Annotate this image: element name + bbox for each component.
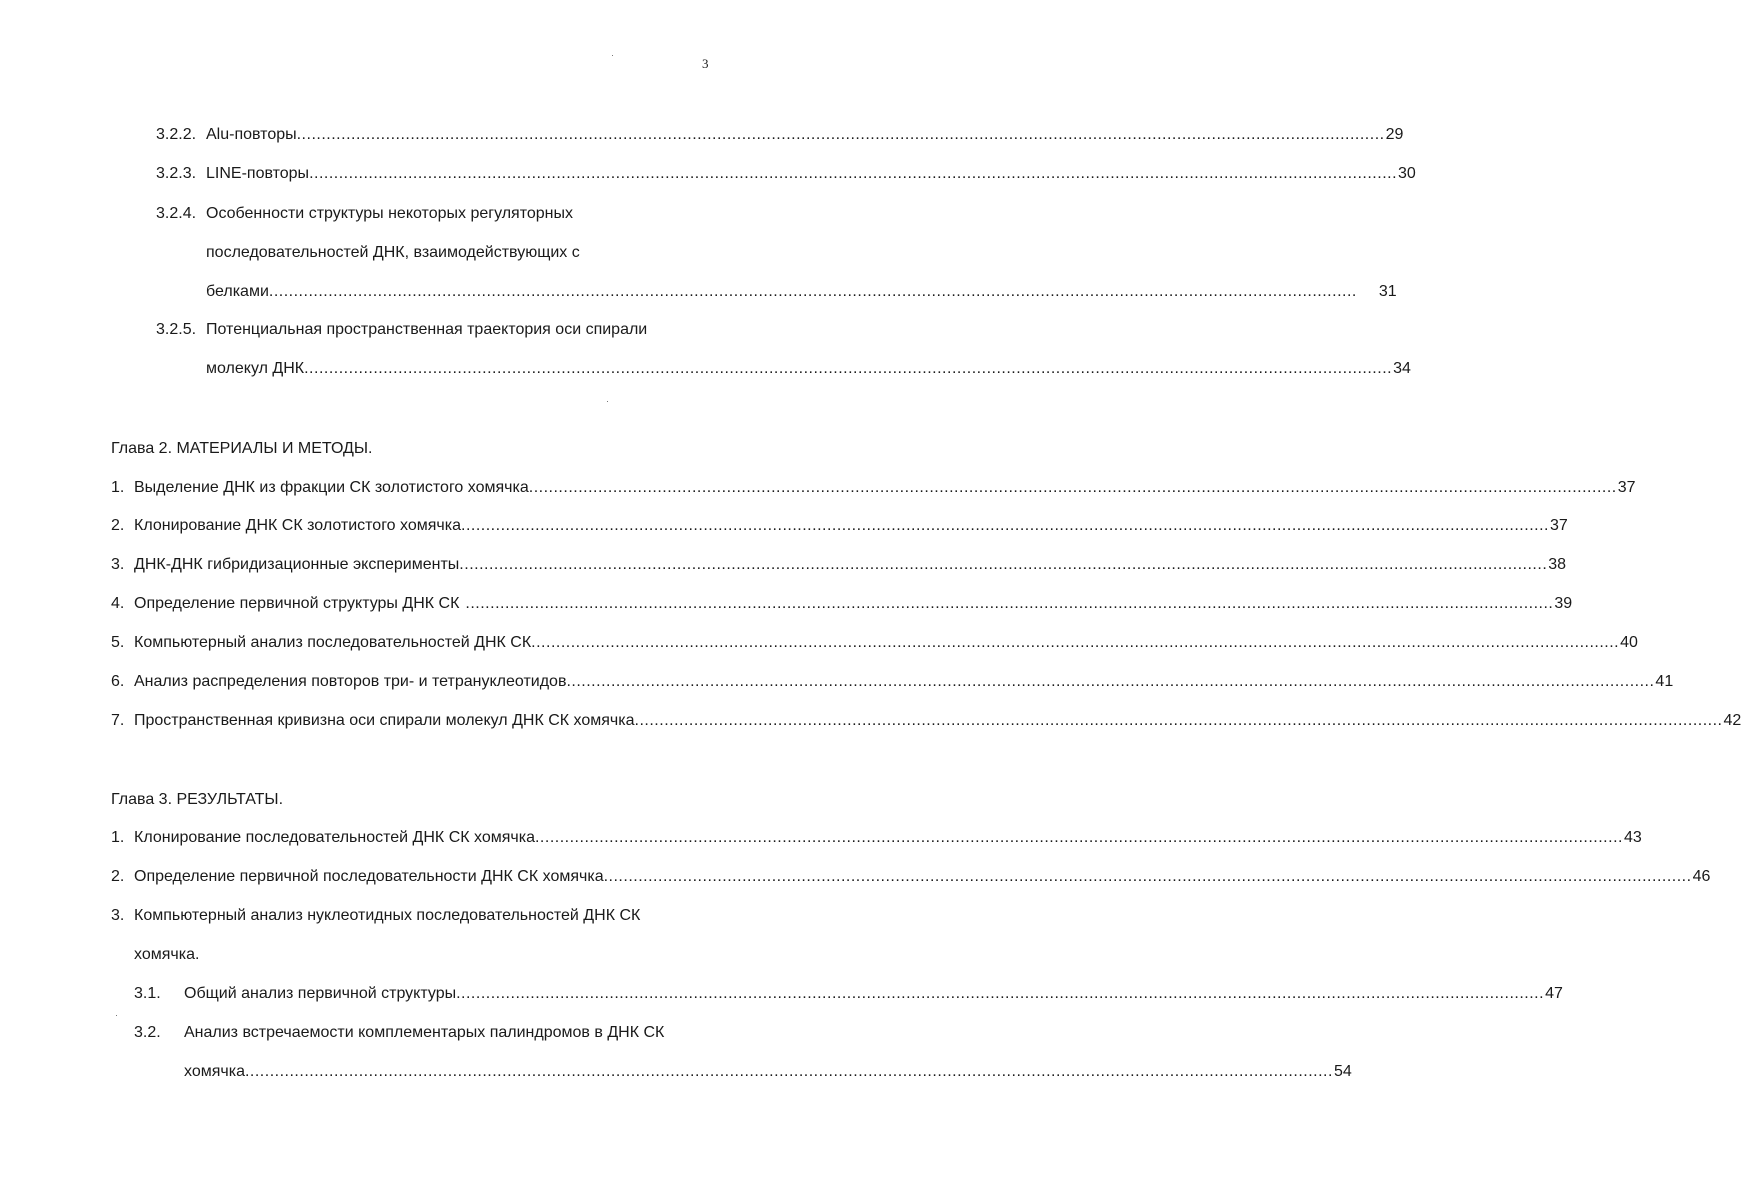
toc-entry-title: Клонирование ДНК СК золотистого хомячка bbox=[134, 517, 461, 534]
toc-entry-continuation bbox=[134, 945, 434, 965]
toc-entry-continuation bbox=[184, 1062, 1352, 1082]
dot-leader: ............................................................................................................................................................................................................................ bbox=[461, 517, 1549, 534]
toc-entry-title: Выделение ДНК из фракции СК золотистого хомячка bbox=[134, 479, 529, 496]
toc-entry bbox=[111, 478, 1636, 498]
toc-entry-page: 29 bbox=[1385, 126, 1404, 143]
dot-leader: ............................................................................................................................................................................................................................ bbox=[296, 126, 1385, 143]
toc-entry-number: 1. bbox=[111, 829, 125, 846]
page-number: 3 bbox=[702, 56, 709, 71]
toc-entry-page: 37 bbox=[1617, 479, 1636, 496]
toc-entry-number: 1. bbox=[111, 479, 125, 496]
toc-entry-title: LINE-повторы bbox=[206, 165, 310, 182]
dot-leader: ............................................................................................................................................................................................................................ bbox=[456, 985, 1545, 1002]
toc-entry-page: 47 bbox=[1545, 985, 1563, 1002]
toc-entry-continuation bbox=[206, 359, 1411, 379]
dot-leader: ............................................................................................................................................................................................................................ bbox=[268, 283, 1357, 300]
toc-entry-title: Общий анализ первичной структуры bbox=[184, 985, 457, 1002]
toc-entry bbox=[111, 555, 1567, 575]
toc-entry bbox=[111, 672, 1674, 692]
toc-entry-page: 41 bbox=[1655, 673, 1674, 690]
toc-entry-page: 40 bbox=[1620, 634, 1638, 651]
toc-entry-title: Определение первичной последовательности ДНК СК хомячка bbox=[134, 868, 604, 885]
toc-entry-title: Alu-повторы bbox=[206, 126, 297, 143]
toc-entry-title-line: хомячка bbox=[184, 1063, 245, 1080]
toc-entry-title-line: хомячка. bbox=[134, 946, 200, 963]
toc-entry-number: 7. bbox=[111, 712, 125, 729]
dot-leader: ............................................................................................................................................................................................................................ bbox=[534, 829, 1623, 846]
toc-entry-number: 3. bbox=[111, 907, 125, 924]
toc-entry-page: 54 bbox=[1333, 1063, 1352, 1080]
toc-entry bbox=[156, 204, 694, 224]
toc-entry-page: 31 bbox=[1378, 283, 1397, 300]
scan-speck bbox=[612, 55, 613, 56]
toc-entry-page: 43 bbox=[1623, 829, 1642, 846]
toc-entry-title-line: Особенности структуры некоторых регуляторных bbox=[206, 205, 573, 222]
toc-entry bbox=[111, 828, 1642, 848]
toc-entry-number: 4. bbox=[111, 595, 125, 612]
toc-entry bbox=[111, 516, 1568, 536]
toc-entry bbox=[111, 633, 1638, 653]
toc-entry-number: 3.2.4. bbox=[156, 205, 197, 222]
toc-entry-page: 38 bbox=[1548, 556, 1567, 573]
toc-entry bbox=[156, 164, 1416, 184]
toc-entry-number: 2. bbox=[111, 868, 125, 885]
toc-entry-title-line: Анализ встречаемости комплементарых палиндромов в ДНК СК bbox=[184, 1024, 665, 1041]
toc-entry-title: ДНК-ДНК гибридизационные эксперименты bbox=[134, 556, 460, 573]
dot-leader: ............................................................................................................................................................................................................................ bbox=[531, 634, 1620, 651]
toc-entry-title: Определение первичной структуры ДНК СК bbox=[134, 595, 460, 612]
scan-speck bbox=[116, 1015, 117, 1016]
scan-speck bbox=[607, 401, 608, 402]
dot-leader: ............................................................................................................................................................................................................................ bbox=[603, 868, 1692, 885]
toc-entry-title: Компьютерный анализ последовательностей ДНК СК bbox=[134, 634, 532, 651]
toc-entry-title-line: молекул ДНК bbox=[206, 360, 305, 377]
toc-entry-number: 3. bbox=[111, 556, 125, 573]
toc-subentry bbox=[134, 984, 1563, 1004]
dot-leader: ............................................................................................................................................................................................................................ bbox=[634, 712, 1723, 729]
toc-entry-continuation bbox=[206, 243, 694, 263]
toc-entry-number: 6. bbox=[111, 673, 125, 690]
dot-leader: ............................................................................................................................................................................................................................ bbox=[304, 360, 1393, 377]
toc-entry-number: 3.2.3. bbox=[156, 165, 197, 182]
toc-entry bbox=[156, 320, 694, 340]
chapter-2-heading: Глава 2. МАТЕРИАЛЫ И МЕТОДЫ. bbox=[111, 440, 373, 457]
toc-entry-number: 3.2.5. bbox=[156, 321, 197, 338]
toc-entry-title-line: последовательностей ДНК, взаимодействующих с bbox=[206, 244, 580, 261]
dot-leader: ............................................................................................................................................................................................................................ bbox=[465, 595, 1554, 612]
toc-entry-page: 39 bbox=[1554, 595, 1573, 612]
toc-entry-title-line: Потенциальная пространственная траектория оси спирали bbox=[206, 321, 648, 338]
toc-entry-page: 42 bbox=[1723, 712, 1741, 729]
dot-leader: ............................................................................................................................................................................................................................ bbox=[566, 673, 1655, 690]
toc-entry-page: 46 bbox=[1692, 868, 1711, 885]
chapter-3-heading: Глава 3. РЕЗУЛЬТАТЫ. bbox=[111, 791, 284, 808]
toc-entry bbox=[111, 906, 697, 926]
toc-entry-continuation bbox=[206, 282, 1397, 302]
dot-leader: ............................................................................................................................................................................................................................ bbox=[459, 556, 1548, 573]
toc-entry bbox=[111, 594, 1573, 614]
toc-entry-title-line: Компьютерный анализ нуклеотидных последовательностей ДНК СК bbox=[134, 907, 641, 924]
toc-entry-title: Клонирование последовательностей ДНК СК хомячка bbox=[134, 829, 535, 846]
dot-leader: ............................................................................................................................................................................................................................ bbox=[309, 165, 1398, 182]
toc-subentry bbox=[134, 1023, 696, 1043]
toc-entry-title: Пространственная кривизна оси спирали молекул ДНК СК хомячка bbox=[134, 712, 635, 729]
toc-entry bbox=[111, 711, 1741, 731]
toc-entry-page: 34 bbox=[1393, 360, 1411, 377]
toc-entry-number: 3.1. bbox=[134, 985, 161, 1002]
dot-leader: ............................................................................................................................................................................................................................ bbox=[528, 479, 1617, 496]
toc-entry-title: Анализ распределения повторов три- и тетрануклеотидов bbox=[134, 673, 567, 690]
toc-entry bbox=[111, 867, 1711, 887]
toc-entry-number: 3.2.2. bbox=[156, 126, 197, 143]
toc-entry-page: 37 bbox=[1549, 517, 1568, 534]
toc-entry-page: 30 bbox=[1398, 165, 1416, 182]
toc-entry-number: 5. bbox=[111, 634, 125, 651]
toc-entry-number: 3.2. bbox=[134, 1024, 161, 1041]
toc-entry-number: 2. bbox=[111, 517, 125, 534]
toc-entry-title-line: белками bbox=[206, 283, 269, 300]
dot-leader: ............................................................................................................................................................................................................................ bbox=[244, 1063, 1333, 1080]
toc-entry bbox=[156, 125, 1404, 145]
